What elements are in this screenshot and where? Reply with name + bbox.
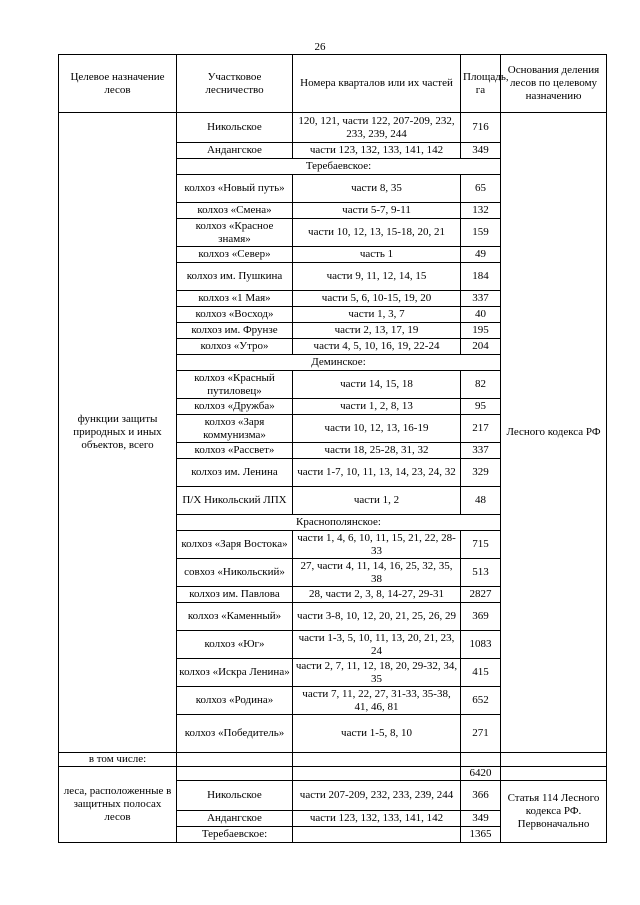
district-cell: колхоз «Дружба» [177,399,293,415]
district-cell: колхоз «Родина» [177,687,293,715]
area-cell: 366 [461,781,501,811]
district-cell: колхоз «Север» [177,247,293,263]
quarters-cell: части 18, 25-28, 31, 32 [293,443,461,459]
table-row [59,113,607,143]
header-basis: Основания деления лесов по целевому назначению [501,55,607,113]
quarters-cell: части 14, 15, 18 [293,371,461,399]
quarters-cell: части 1, 3, 7 [293,307,461,323]
area-cell: 415 [461,659,501,687]
area-cell: 329 [461,459,501,487]
district-cell: колхоз «Искра Ленина» [177,659,293,687]
including-row [59,753,607,767]
quarters-cell: части 5, 6, 10-15, 19, 20 [293,291,461,307]
header-district: Участковое лесничество [177,55,293,113]
district-cell: колхоз «Красное знамя» [177,219,293,247]
quarters-cell: части 1-3, 5, 10, 11, 13, 20, 21, 23, 24 [293,631,461,659]
table-body [59,113,607,843]
quarters-cell: части 9, 11, 12, 14, 15 [293,263,461,291]
area-cell: 652 [461,687,501,715]
area-cell: 159 [461,219,501,247]
district-cell: колхоз «Утро» [177,339,293,355]
area-cell: 337 [461,443,501,459]
area-cell: 48 [461,487,501,515]
quarters-cell: части 2, 7, 11, 12, 18, 20, 29-32, 34, 35 [293,659,461,687]
district-cell: колхоз им. Павлова [177,587,293,603]
area-cell: 715 [461,531,501,559]
basis-cell-2: Статья 114 Лесного кодекса РФ. Первоначально [501,781,607,843]
district-cell: Андангское [177,811,293,827]
page-number: 26 [314,41,326,53]
area-cell: 40 [461,307,501,323]
group-heading: Краснополянское: [177,515,501,531]
quarters-cell: часть 1 [293,247,461,263]
group-heading: Теребаевское: [177,827,293,843]
area-cell: 65 [461,175,501,203]
basis-cell: Лесного кодекса РФ [501,113,607,753]
district-cell: колхоз «Победитель» [177,715,293,753]
area-cell: 82 [461,371,501,399]
area-cell: 337 [461,291,501,307]
district-cell: колхоз им. Пушкина [177,263,293,291]
district-cell: колхоз им. Фрунзе [177,323,293,339]
quarters-cell: части 207-209, 232, 233, 239, 244 [293,781,461,811]
quarters-cell: части 1, 2, 8, 13 [293,399,461,415]
quarters-cell: части 1, 2 [293,487,461,515]
district-cell: колхоз «Заря Востока» [177,531,293,559]
quarters-cell: 120, 121, части 122, 207-209, 232, 233, 239, 244 [293,113,461,143]
district-cell: колхоз им. Ленина [177,459,293,487]
area-cell: 513 [461,559,501,587]
area-cell: 716 [461,113,501,143]
district-cell: П/Х Никольский ЛПХ [177,487,293,515]
district-cell: колхоз «Смена» [177,203,293,219]
district-cell: колхоз «Новый путь» [177,175,293,203]
quarters-cell: части 1-7, 10, 11, 13, 14, 23, 24, 32 [293,459,461,487]
quarters-cell: части 5-7, 9-11 [293,203,461,219]
group-heading: Теребаевское: [177,159,501,175]
quarters-cell: части 123, 132, 133, 141, 142 [293,143,461,159]
area-cell: 1083 [461,631,501,659]
quarters-cell: части 2, 13, 17, 19 [293,323,461,339]
quarters-cell: части 7, 11, 22, 27, 31-33, 35-38, 41, 46, 81 [293,687,461,715]
area-cell: 349 [461,811,501,827]
header-quarters: Номера кварталов или их частей [293,55,461,113]
district-cell: колхоз «Красный путиловец» [177,371,293,399]
district-cell: колхоз «Рассвет» [177,443,293,459]
area-cell: 132 [461,203,501,219]
district-cell: колхоз «Заря коммунизма» [177,415,293,443]
area-cell: 2827 [461,587,501,603]
area-cell: 49 [461,247,501,263]
purpose-cell-2: леса, расположенные в защитных полосах лесов [59,767,177,843]
area-cell: 217 [461,415,501,443]
table-row [59,767,607,781]
area-cell: 95 [461,399,501,415]
quarters-cell: части 1-5, 8, 10 [293,715,461,753]
district-cell: совхоз «Никольский» [177,559,293,587]
purpose-cell: функции защиты природных и иных объектов, всего [59,113,177,753]
quarters-cell: части 1, 4, 6, 10, 11, 15, 21, 22, 28-33 [293,531,461,559]
area-cell: 195 [461,323,501,339]
quarters-cell: части 3-8, 10, 12, 20, 21, 25, 26, 29 [293,603,461,631]
quarters-cell: части 10, 12, 13, 15-18, 20, 21 [293,219,461,247]
area-cell: 349 [461,143,501,159]
area-cell: 1365 [461,827,501,843]
quarters-cell: части 4, 5, 10, 16, 19, 22-24 [293,339,461,355]
forest-division-table [58,54,607,843]
district-cell: Андангское [177,143,293,159]
quarters-cell: 27, части 4, 11, 14, 16, 25, 32, 35, 38 [293,559,461,587]
header-purpose: Целевое назначение лесов [59,55,177,113]
quarters-cell: части 8, 35 [293,175,461,203]
district-cell: колхоз «Восход» [177,307,293,323]
district-cell: колхоз «Юг» [177,631,293,659]
header-area: Площадь, га [461,55,501,113]
district-cell: Никольское [177,113,293,143]
table-header-row [59,55,607,113]
group-heading: Деминское: [177,355,501,371]
area-cell: 184 [461,263,501,291]
quarters-cell: 28, части 2, 3, 8, 14-27, 29-31 [293,587,461,603]
district-cell: Никольское [177,781,293,811]
area-cell: 6420 [461,767,501,781]
district-cell: колхоз «Каменный» [177,603,293,631]
area-cell: 204 [461,339,501,355]
area-cell: 271 [461,715,501,753]
quarters-cell: части 10, 12, 13, 16-19 [293,415,461,443]
quarters-cell: части 123, 132, 133, 141, 142 [293,811,461,827]
district-cell: колхоз «1 Мая» [177,291,293,307]
including-label: в том числе: [59,753,177,767]
area-cell: 369 [461,603,501,631]
